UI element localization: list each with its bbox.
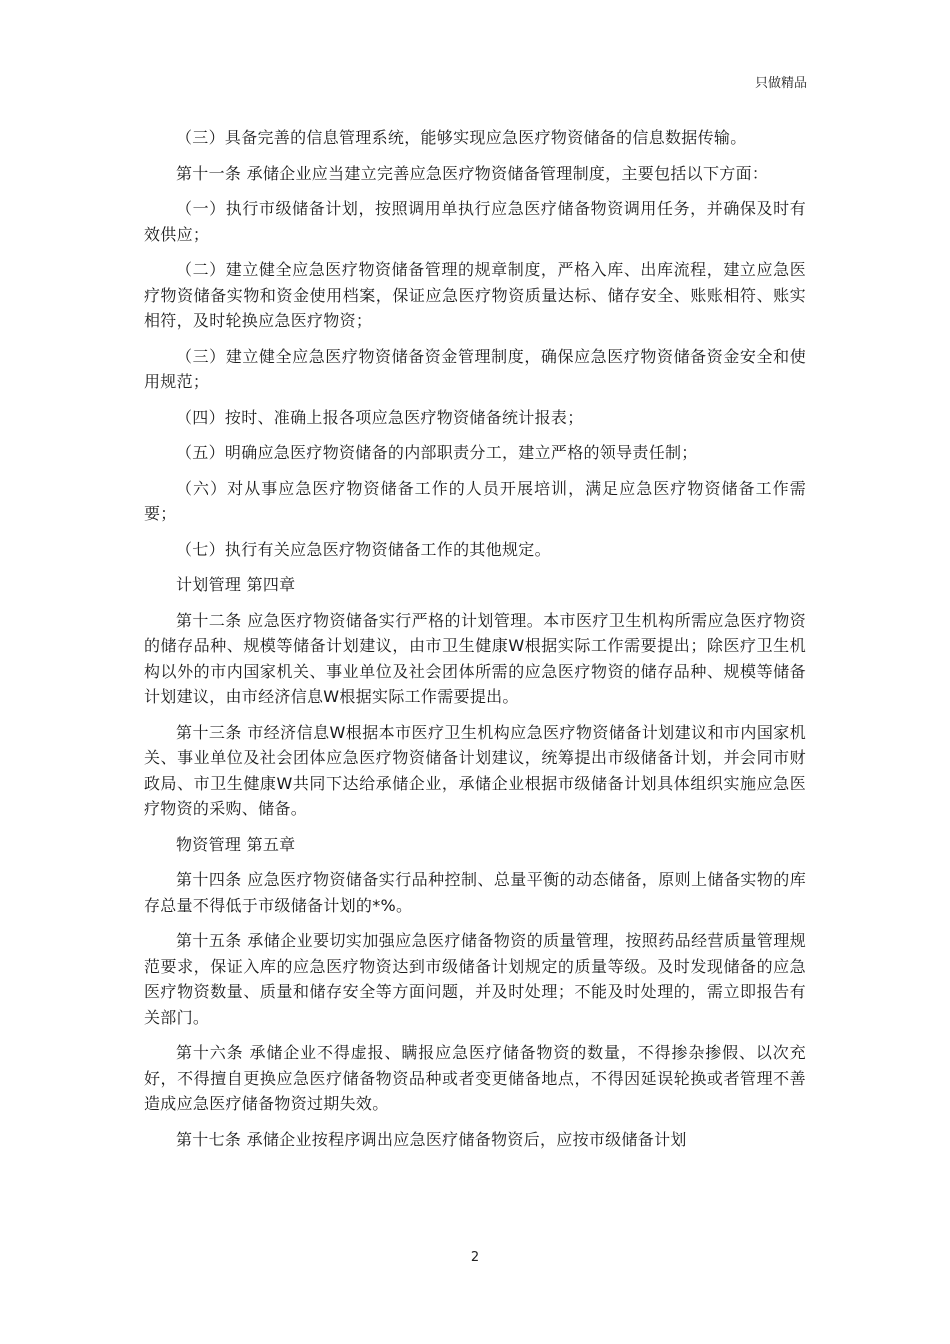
paragraph: 第十七条 承储企业按程序调出应急医疗储备物资后，应按市级储备计划 (176, 1129, 687, 1149)
paragraph: 第十二条 应急医疗物资储备实行严格的计划管理。本市医疗卫生机构所需应急医疗物资的储存品种、规模等储备计划建议，由市卫生健康W根据实际工作需要提出；除医疗卫生机构以外的市内国家机关、事业单位及社会团体所需的应急医疗物资的储存品种、规模等储备计划建议，由市经济信息W根据实际工作需要提出。 (144, 610, 806, 706)
paragraph: 第十四条 应急医疗物资储备实行品种控制、总量平衡的动态储备，原则上储备实物的库存总量不得低于市级储备计划的*%。 (144, 870, 806, 915)
paragraph: 第十一条 承储企业应当建立完善应急医疗物资储备管理制度，主要包括以下方面： (176, 163, 769, 183)
paragraph: 第十三条 市经济信息W根据本市医疗卫生机构应急医疗物资储备计划建议和市内国家机关、事业单位及社会团体应急医疗物资储备计划建议，统筹提出市级储备计划，并会同市财政局、市卫生健康W共同下达给承储企业，承储企业根据市级储备计划具体组织实施应急医疗物资的采购、储备。 (144, 722, 806, 818)
paragraph: 第十六条 承储企业不得虚报、瞒报应急医疗储备物资的数量，不得掺杂掺假、以次充好，不得擅自更换应急医疗储备物资品种或者变更储备地点，不得因延误轮换或者管理不善造成应急医疗储备物资过期失效。 (144, 1043, 806, 1113)
paragraph: （六）对从事应急医疗物资储备工作的人员开展培训，满足应急医疗物资储备工作需要； (144, 478, 806, 523)
paragraph: （二）建立健全应急医疗物资储备管理的规章制度，严格入库、出库流程，建立应急医疗物资储备实物和资金使用档案，保证应急医疗物资质量达标、储存安全、账账相符、账实相符，及时轮换应急医疗物资； (144, 260, 806, 330)
document-body (144, 125, 806, 1162)
paragraph: （四）按时、准确上报各项应急医疗物资储备统计报表； (176, 407, 584, 427)
header-mark: 只做精品 (754, 76, 807, 91)
page-number: 2 (470, 1250, 480, 1265)
paragraph: （三）建立健全应急医疗物资储备资金管理制度，确保应急医疗物资储备资金安全和使用规范； (144, 346, 806, 391)
paragraph: （一）执行市级储备计划，按照调用单执行应急医疗储备物资调用任务，并确保及时有效供应； (144, 199, 806, 244)
paragraph: （三）具备完善的信息管理系统，能够实现应急医疗物资储备的信息数据传输。 (176, 128, 747, 147)
chapter-heading: 物资管理 第五章 (176, 834, 296, 854)
paragraph: （七）执行有关应急医疗物资储备工作的其他规定。 (176, 539, 551, 559)
paragraph: （五）明确应急医疗物资储备的内部职责分工，建立严格的领导责任制； (176, 443, 698, 462)
paragraph: 第十五条 承储企业要切实加强应急医疗储备物资的质量管理，按照药品经营质量管理规范要求，保证入库的应急医疗物资达到市级储备计划规定的质量等级。及时发现储备的应急医疗物资数量、质量和储存安全等方面问题，并及时处理；不能及时处理的，需立即报告有关部门。 (144, 931, 806, 1027)
chapter-heading: 计划管理 第四章 (176, 575, 296, 594)
